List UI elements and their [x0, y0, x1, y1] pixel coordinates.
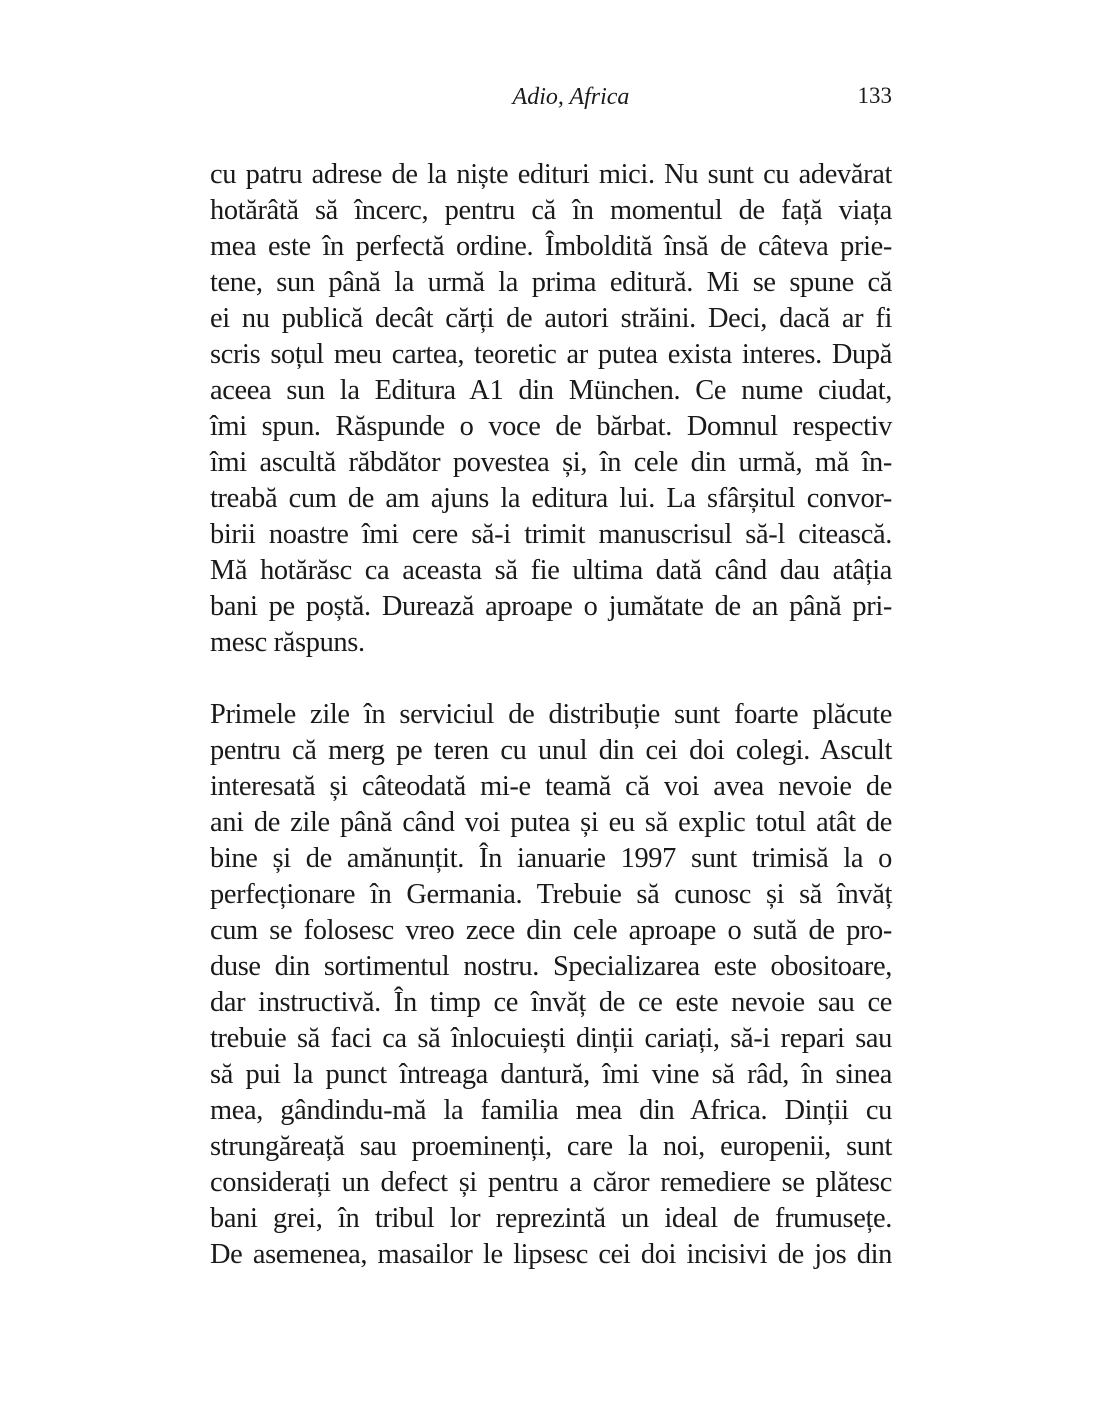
text-line: Primele zile în serviciul de distribuție sunt foarte plăcute — [210, 699, 892, 730]
paragraph — [210, 697, 892, 1273]
text-line: ani de zile până când voi putea și eu să explic totul atât de — [210, 807, 892, 838]
text-line: dar instructivă. În timp ce învăț de ce este nevoie sau ce — [210, 987, 892, 1018]
text-line: ei nu publică decât cărți de autori străini. Deci, dacă ar fi — [210, 303, 892, 334]
text-line: să pui la punct întreaga dantură, îmi vine să râd, în sinea — [210, 1059, 892, 1090]
text-line: mea este în perfectă ordine. Îmboldită însă de câteva prie- — [210, 231, 892, 262]
text-line: Mă hotărăsc ca aceasta să fie ultima dată când dau atâția — [210, 555, 892, 586]
text-line: De asemenea, masailor le lipsesc cei doi incisivi de jos din — [210, 1239, 892, 1270]
text-line: bani grei, în tribul lor reprezintă un ideal de frumusețe. — [210, 1203, 892, 1234]
text-line: perfecționare în Germania. Trebuie să cunosc și să învăț — [210, 879, 892, 910]
text-line: birii noastre îmi cere să-i trimit manuscrisul să-l citească. — [210, 519, 892, 550]
text-line: scris soțul meu cartea, teoretic ar putea exista interes. După — [210, 339, 892, 370]
text-line: bine și de amănunțit. În ianuarie 1997 sunt trimisă la o — [210, 843, 892, 874]
text-line: bani pe poștă. Durează aproape o jumătate de an până pri- — [210, 591, 892, 622]
text-line: treabă cum de am ajuns la editura lui. La sfârșitul convor- — [210, 483, 892, 514]
text-line: aceea sun la Editura A1 din München. Ce nume ciudat, — [210, 375, 892, 406]
text-line: îmi ascultă răbdător povestea și, în cele din urmă, mă în- — [210, 447, 892, 478]
text-line: trebuie să faci ca să înlocuiești dinții cariați, să-i repari sau — [210, 1023, 892, 1054]
text-line: mea, gândindu-mă la familia mea din Africa. Dinții cu — [210, 1095, 892, 1126]
text-line: mesc răspuns. — [210, 627, 365, 658]
running-head — [210, 80, 892, 114]
page-number: 133 — [857, 83, 892, 108]
text-line: cu patru adrese de la niște edituri mici. Nu sunt cu adevărat — [210, 159, 892, 190]
text-line: îmi spun. Răspunde o voce de bărbat. Domnul respectiv — [210, 411, 892, 442]
text-line: pentru că merg pe teren cu unul din cei doi colegi. Ascult — [210, 735, 892, 766]
text-line: strungăreață sau proeminenți, care la noi, europenii, sunt — [210, 1131, 892, 1162]
text-line: cum se folosesc vreo zece din cele aproape o sută de pro- — [210, 915, 892, 946]
text-line: considerați un defect și pentru a căror remediere se plătesc — [210, 1167, 892, 1198]
text-line: duse din sortimentul nostru. Specializarea este obositoare, — [210, 951, 892, 982]
text-line: interesată și câteodată mi-e teamă că voi avea nevoie de — [210, 771, 892, 802]
text-line: tene, sun până la urmă la prima editură. Mi se spune că — [210, 267, 892, 298]
running-title: Adio, Africa — [512, 84, 630, 110]
body-text — [210, 157, 892, 1273]
text-line: hotărâtă să încerc, pentru că în momentul de față viața — [210, 195, 892, 226]
paragraph — [210, 157, 892, 661]
